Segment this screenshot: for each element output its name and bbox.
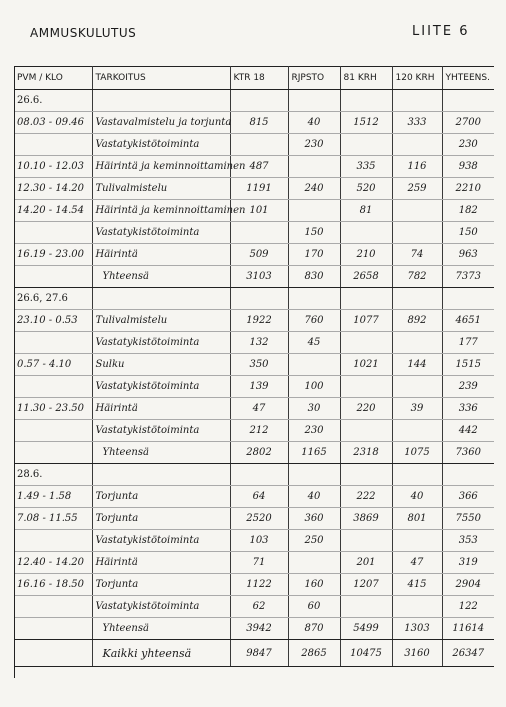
ktr18-cell: 101 — [230, 200, 288, 222]
purpose-cell: Vastatykistötoiminta — [92, 596, 230, 618]
ktr18-cell: 509 — [230, 244, 288, 266]
rjpsto-cell — [288, 354, 340, 376]
date-row — [14, 288, 494, 310]
ktr18-cell: 139 — [230, 376, 288, 398]
krh120-cell: 782 — [392, 266, 442, 288]
total-cell: 2210 — [442, 178, 494, 200]
purpose-cell: Torjunta — [92, 574, 230, 596]
purpose-cell — [92, 288, 230, 310]
ktr18-cell — [230, 222, 288, 244]
ktr18-cell: 64 — [230, 486, 288, 508]
rjpsto-cell: 1165 — [288, 442, 340, 464]
total-cell: 319 — [442, 552, 494, 574]
krh81-cell — [340, 288, 392, 310]
purpose-cell: Vastatykistötoiminta — [92, 530, 230, 552]
rjpsto-cell: 360 — [288, 508, 340, 530]
total-cell: 7360 — [442, 442, 494, 464]
krh81-cell: 3869 — [340, 508, 392, 530]
krh81-cell: 1021 — [340, 354, 392, 376]
krh120-cell — [392, 376, 442, 398]
column-header: TARKOITUS — [92, 67, 230, 90]
time-cell — [14, 442, 92, 464]
rjpsto-cell: 30 — [288, 398, 340, 420]
rjpsto-cell: 45 — [288, 332, 340, 354]
total-cell: 336 — [442, 398, 494, 420]
rjpsto-cell — [288, 288, 340, 310]
time-cell: 10.10 - 12.03 — [14, 156, 92, 178]
total-cell: 2700 — [442, 112, 494, 134]
krh120-cell: 1303 — [392, 618, 442, 640]
date-row — [14, 90, 494, 112]
purpose-cell: Tulivalmistelu — [92, 178, 230, 200]
purpose-cell: Vastavalmistelu ja torjunta — [92, 112, 230, 134]
rjpsto-cell: 170 — [288, 244, 340, 266]
table-row — [14, 398, 494, 420]
time-cell: 7.08 - 11.55 — [14, 508, 92, 530]
purpose-cell: Sulku — [92, 354, 230, 376]
krh120-cell: 801 — [392, 508, 442, 530]
rjpsto-cell: 830 — [288, 266, 340, 288]
total-cell: 122 — [442, 596, 494, 618]
table-row — [14, 530, 494, 552]
table-row — [14, 596, 494, 618]
krh120-cell — [392, 332, 442, 354]
rjpsto-cell: 240 — [288, 178, 340, 200]
krh81-cell: 335 — [340, 156, 392, 178]
ktr18-cell: 3942 — [230, 618, 288, 640]
krh81-cell — [340, 90, 392, 112]
total-cell: 182 — [442, 200, 494, 222]
ktr18-cell: 350 — [230, 354, 288, 376]
krh81-cell: 1077 — [340, 310, 392, 332]
krh120-cell: 333 — [392, 112, 442, 134]
column-header: 81 KRH — [340, 67, 392, 90]
time-cell: 16.16 - 18.50 — [14, 574, 92, 596]
table-row — [14, 244, 494, 266]
ktr18-cell: 3103 — [230, 266, 288, 288]
time-cell: 26.6, 27.6 — [14, 288, 92, 310]
krh120-cell: 892 — [392, 310, 442, 332]
krh81-cell — [340, 420, 392, 442]
krh120-cell — [392, 420, 442, 442]
ktr18-cell: 62 — [230, 596, 288, 618]
time-cell: 28.6. — [14, 464, 92, 486]
total-cell: 150 — [442, 222, 494, 244]
krh81-cell: 5499 — [340, 618, 392, 640]
subtotal-row — [14, 442, 494, 464]
purpose-cell: Yhteensä — [92, 442, 230, 464]
time-cell: 08.03 - 09.46 — [14, 112, 92, 134]
total-cell: 963 — [442, 244, 494, 266]
rjpsto-cell: 40 — [288, 486, 340, 508]
purpose-cell: Vastatykistötoiminta — [92, 134, 230, 156]
rjpsto-cell — [288, 156, 340, 178]
rjpsto-cell: 870 — [288, 618, 340, 640]
appendix-label: LIITE 6 — [412, 24, 470, 39]
krh120-cell: 39 — [392, 398, 442, 420]
krh120-cell: 1075 — [392, 442, 442, 464]
time-cell: 12.30 - 14.20 — [14, 178, 92, 200]
krh120-cell — [392, 530, 442, 552]
krh81-cell: 1512 — [340, 112, 392, 134]
rjpsto-cell: 230 — [288, 134, 340, 156]
krh120-cell — [392, 134, 442, 156]
column-header: 120 KRH — [392, 67, 442, 90]
total-cell: 7373 — [442, 266, 494, 288]
rjpsto-cell: 2865 — [288, 640, 340, 667]
total-cell: 353 — [442, 530, 494, 552]
purpose-cell: Yhteensä — [92, 266, 230, 288]
purpose-cell: Yhteensä — [92, 618, 230, 640]
krh81-cell: 1207 — [340, 574, 392, 596]
purpose-cell — [92, 464, 230, 486]
rjpsto-cell — [288, 464, 340, 486]
total-cell: 239 — [442, 376, 494, 398]
table-row — [14, 508, 494, 530]
table-row — [14, 332, 494, 354]
total-cell: 230 — [442, 134, 494, 156]
table-row — [14, 178, 494, 200]
table-row — [14, 222, 494, 244]
column-header: YHTEENS. — [442, 67, 494, 90]
krh120-cell — [392, 90, 442, 112]
purpose-cell: Kaikki yhteensä — [92, 640, 230, 667]
column-header: PVM / KLO — [14, 67, 92, 90]
purpose-cell: Häirintä ja keminnoittaminen — [92, 156, 230, 178]
krh81-cell: 201 — [340, 552, 392, 574]
ktr18-cell: 487 — [230, 156, 288, 178]
total-cell — [442, 90, 494, 112]
purpose-cell: Tulivalmistelu — [92, 310, 230, 332]
rjpsto-cell: 150 — [288, 222, 340, 244]
time-cell: 16.19 - 23.00 — [14, 244, 92, 266]
rjpsto-cell: 160 — [288, 574, 340, 596]
krh81-cell — [340, 530, 392, 552]
purpose-cell: Vastatykistötoiminta — [92, 332, 230, 354]
total-cell: 4651 — [442, 310, 494, 332]
rjpsto-cell: 230 — [288, 420, 340, 442]
time-cell — [14, 332, 92, 354]
purpose-cell — [92, 90, 230, 112]
rjpsto-cell: 60 — [288, 596, 340, 618]
total-cell: 442 — [442, 420, 494, 442]
krh81-cell: 2658 — [340, 266, 392, 288]
krh120-cell: 259 — [392, 178, 442, 200]
table-row — [14, 552, 494, 574]
ktr18-cell: 132 — [230, 332, 288, 354]
total-cell — [442, 288, 494, 310]
krh81-cell — [340, 134, 392, 156]
total-cell: 2904 — [442, 574, 494, 596]
time-cell: 23.10 - 0.53 — [14, 310, 92, 332]
time-cell: 1.49 - 1.58 — [14, 486, 92, 508]
time-cell: 14.20 - 14.54 — [14, 200, 92, 222]
krh120-cell — [392, 596, 442, 618]
time-cell — [14, 640, 92, 667]
time-cell — [14, 596, 92, 618]
krh120-cell: 3160 — [392, 640, 442, 667]
krh81-cell — [340, 464, 392, 486]
krh81-cell: 10475 — [340, 640, 392, 667]
total-cell — [442, 464, 494, 486]
column-header: RJPSTO — [288, 67, 340, 90]
krh81-cell: 81 — [340, 200, 392, 222]
rjpsto-cell: 760 — [288, 310, 340, 332]
krh81-cell: 520 — [340, 178, 392, 200]
purpose-cell: Vastatykistötoiminta — [92, 222, 230, 244]
rjpsto-cell: 250 — [288, 530, 340, 552]
purpose-cell: Torjunta — [92, 486, 230, 508]
rjpsto-cell — [288, 552, 340, 574]
ktr18-cell: 9847 — [230, 640, 288, 667]
purpose-cell: Torjunta — [92, 508, 230, 530]
ktr18-cell: 2520 — [230, 508, 288, 530]
rjpsto-cell — [288, 90, 340, 112]
time-cell: 12.40 - 14.20 — [14, 552, 92, 574]
table-row — [14, 200, 494, 222]
grand-total-row — [14, 640, 494, 667]
time-cell — [14, 266, 92, 288]
table-body — [14, 90, 494, 667]
krh81-cell — [340, 332, 392, 354]
ktr18-cell: 1922 — [230, 310, 288, 332]
purpose-cell: Häirintä ja keminnoittaminen — [92, 200, 230, 222]
time-cell: 11.30 - 23.50 — [14, 398, 92, 420]
krh81-cell: 2318 — [340, 442, 392, 464]
table-row — [14, 134, 494, 156]
document-title: AMMUSKULUTUS — [30, 26, 137, 40]
purpose-cell: Häirintä — [92, 552, 230, 574]
column-header: KTR 18 — [230, 67, 288, 90]
krh81-cell — [340, 376, 392, 398]
subtotal-row — [14, 618, 494, 640]
total-cell: 1515 — [442, 354, 494, 376]
krh120-cell: 415 — [392, 574, 442, 596]
ktr18-cell: 212 — [230, 420, 288, 442]
krh120-cell: 74 — [392, 244, 442, 266]
krh81-cell — [340, 222, 392, 244]
krh81-cell: 222 — [340, 486, 392, 508]
krh120-cell: 40 — [392, 486, 442, 508]
ktr18-cell: 103 — [230, 530, 288, 552]
time-cell — [14, 530, 92, 552]
total-cell: 7550 — [442, 508, 494, 530]
time-cell — [14, 222, 92, 244]
time-cell — [14, 420, 92, 442]
krh120-cell — [392, 200, 442, 222]
krh81-cell: 210 — [340, 244, 392, 266]
krh120-cell — [392, 288, 442, 310]
ktr18-cell: 47 — [230, 398, 288, 420]
ktr18-cell: 815 — [230, 112, 288, 134]
total-cell: 366 — [442, 486, 494, 508]
table-row — [14, 156, 494, 178]
krh120-cell: 47 — [392, 552, 442, 574]
krh120-cell — [392, 222, 442, 244]
purpose-cell: Vastatykistötoiminta — [92, 420, 230, 442]
time-cell: 26.6. — [14, 90, 92, 112]
table-row — [14, 354, 494, 376]
table-header-row — [14, 67, 494, 90]
date-row — [14, 464, 494, 486]
time-cell: 0.57 - 4.10 — [14, 354, 92, 376]
total-cell: 177 — [442, 332, 494, 354]
time-cell — [14, 618, 92, 640]
krh120-cell: 144 — [392, 354, 442, 376]
ktr18-cell: 2802 — [230, 442, 288, 464]
krh120-cell: 116 — [392, 156, 442, 178]
table-row — [14, 376, 494, 398]
rjpsto-cell: 100 — [288, 376, 340, 398]
purpose-cell: Vastatykistötoiminta — [92, 376, 230, 398]
time-cell — [14, 134, 92, 156]
krh81-cell: 220 — [340, 398, 392, 420]
ktr18-cell: 1122 — [230, 574, 288, 596]
table-row — [14, 486, 494, 508]
purpose-cell: Häirintä — [92, 244, 230, 266]
krh120-cell — [392, 464, 442, 486]
ktr18-cell — [230, 134, 288, 156]
krh81-cell — [340, 596, 392, 618]
time-cell — [14, 376, 92, 398]
total-cell: 938 — [442, 156, 494, 178]
total-cell: 11614 — [442, 618, 494, 640]
subtotal-row — [14, 266, 494, 288]
rjpsto-cell — [288, 200, 340, 222]
total-cell: 26347 — [442, 640, 494, 667]
table-row — [14, 310, 494, 332]
ktr18-cell — [230, 288, 288, 310]
table-row — [14, 574, 494, 596]
ktr18-cell: 1191 — [230, 178, 288, 200]
rjpsto-cell: 40 — [288, 112, 340, 134]
ktr18-cell: 71 — [230, 552, 288, 574]
table-row — [14, 112, 494, 134]
purpose-cell: Häirintä — [92, 398, 230, 420]
table-row — [14, 420, 494, 442]
ammunition-table — [14, 66, 494, 667]
ktr18-cell — [230, 464, 288, 486]
ktr18-cell — [230, 90, 288, 112]
